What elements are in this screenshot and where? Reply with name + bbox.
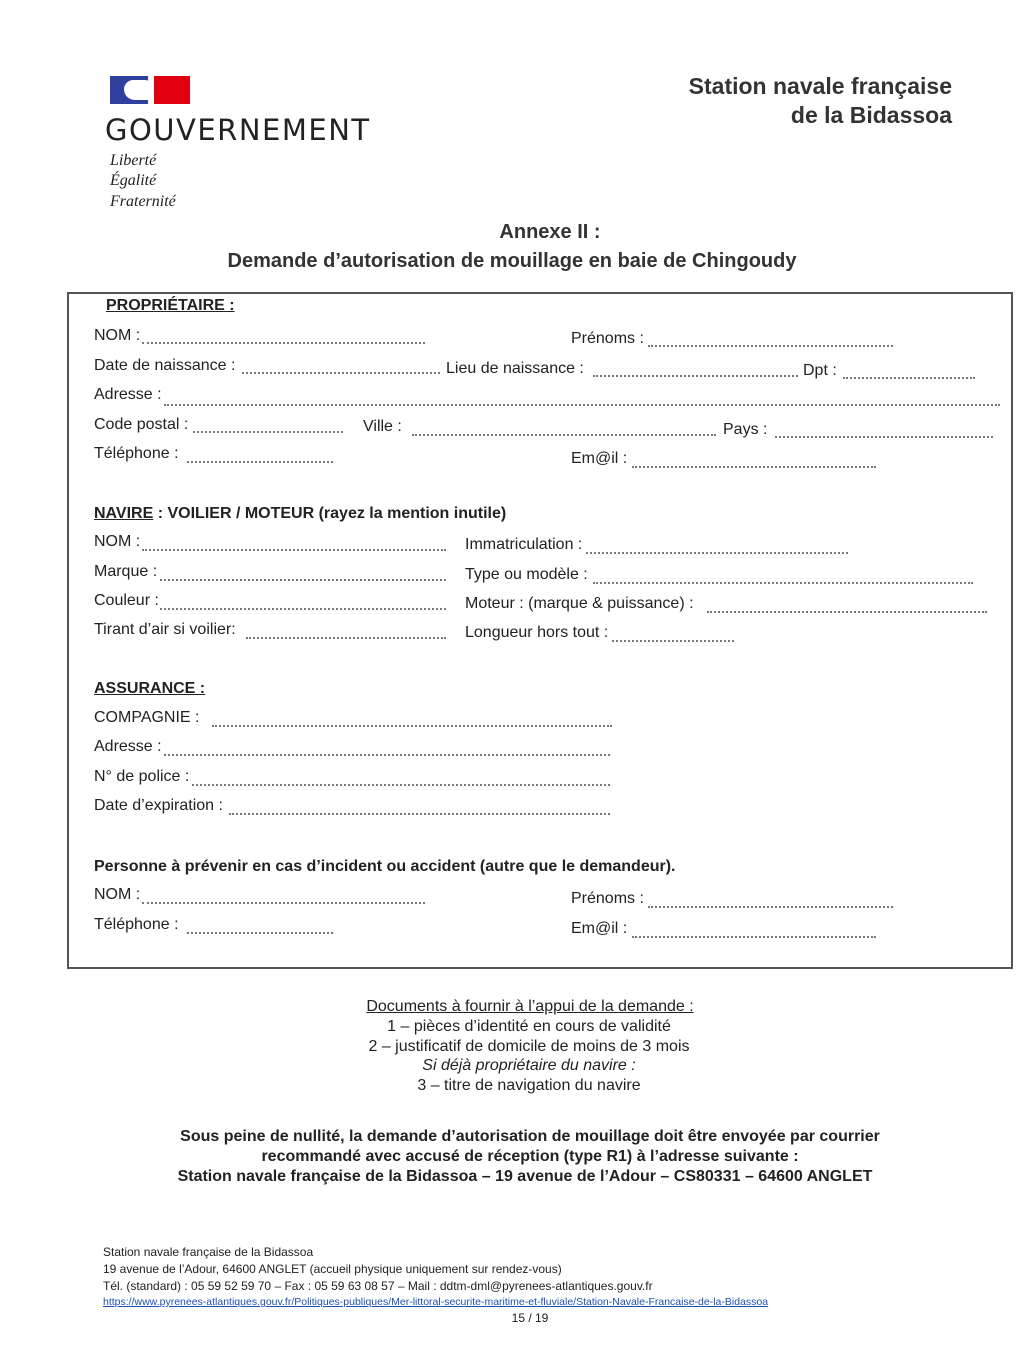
owner-country-label: Pays : bbox=[723, 421, 768, 438]
contact-heading: Personne à prévenir en cas d’incident ou accident (autre que le demandeur). bbox=[94, 858, 676, 875]
owner-prenoms-label: Prénoms : bbox=[571, 330, 644, 347]
owner-city-field[interactable] bbox=[412, 434, 716, 436]
insurance-policy-label: N° de police : bbox=[94, 768, 190, 785]
footer-address: 19 avenue de l’Adour, 64600 ANGLET (accueil physique uniquement sur rendez-vous) bbox=[103, 1262, 562, 1276]
motto-fraternite: Fraternité bbox=[110, 193, 176, 210]
ship-name-field[interactable] bbox=[142, 549, 446, 551]
insurance-expiry-label: Date d’expiration : bbox=[94, 797, 223, 814]
logo-wordmark: GOUVERNEMENT bbox=[105, 113, 371, 147]
owner-phone-label: Téléphone : bbox=[94, 445, 179, 462]
owner-email-field[interactable] bbox=[632, 466, 876, 468]
notice-line-2: recommandé avec accusé de réception (type R1) à l’adresse suivante : bbox=[261, 1148, 799, 1165]
contact-phone-label: Téléphone : bbox=[94, 916, 179, 933]
contact-email-label: Em@il : bbox=[571, 920, 628, 937]
notice-line-3: Station navale française de la Bidassoa – 19 avenue de l’Adour – CS80331 – 64600 ANGLET bbox=[177, 1168, 873, 1185]
ship-color-field[interactable] bbox=[160, 608, 446, 610]
marianne-logo bbox=[110, 76, 190, 104]
insurance-heading: ASSURANCE : bbox=[94, 680, 206, 697]
owner-city-label: Ville : bbox=[363, 418, 402, 435]
ship-heading-keyword: NAVIRE bbox=[94, 505, 154, 522]
document-item-2: 2 – justificatif de domicile de moins de 3 mois bbox=[368, 1038, 690, 1055]
annex-subtitle: Demande d’autorisation de mouillage en baie de Chingoudy bbox=[227, 250, 797, 272]
station-title-line1: Station navale française bbox=[688, 73, 952, 99]
owner-heading: PROPRIÉTAIRE : bbox=[106, 297, 235, 314]
contact-prenoms-field[interactable] bbox=[648, 906, 893, 908]
ship-engine-label: Moteur : (marque & puissance) : bbox=[465, 595, 694, 612]
insurance-address-field[interactable] bbox=[164, 754, 610, 756]
owner-nom-label: NOM : bbox=[94, 327, 141, 344]
documents-heading bbox=[18, 997, 1024, 1017]
ship-color-label: Couleur : bbox=[94, 592, 159, 609]
page-number: 15 / 19 bbox=[511, 1311, 549, 1325]
ship-heading bbox=[94, 505, 506, 523]
contact-nom-field[interactable] bbox=[142, 902, 425, 904]
ship-name-label: NOM : bbox=[94, 533, 141, 550]
insurance-company-field[interactable] bbox=[212, 725, 612, 727]
ship-model-label: Type ou modèle : bbox=[465, 566, 588, 583]
ship-length-field[interactable] bbox=[612, 640, 734, 642]
owner-prenoms-field[interactable] bbox=[648, 345, 893, 347]
ship-heading-text: : VOILIER / MOTEUR (rayez la mention inutile) bbox=[153, 505, 507, 522]
ship-registration-field[interactable] bbox=[586, 552, 848, 554]
documents-heading-text: Documents à fournir à l’appui de la demande : bbox=[366, 998, 694, 1015]
owner-country-field[interactable] bbox=[775, 436, 993, 438]
ship-length-label: Longueur hors tout : bbox=[465, 624, 609, 641]
ship-model-field[interactable] bbox=[593, 582, 973, 584]
footer-name: Station navale française de la Bidassoa bbox=[103, 1245, 314, 1259]
contact-email-field[interactable] bbox=[632, 936, 876, 938]
annex-title: Annexe II : bbox=[499, 221, 601, 243]
document-condition: Si déjà propriétaire du navire : bbox=[422, 1057, 636, 1074]
owner-postcode-label: Code postal : bbox=[94, 416, 189, 433]
ship-brand-label: Marque : bbox=[94, 563, 158, 580]
motto-liberte: Liberté bbox=[110, 152, 157, 169]
ship-engine-field[interactable] bbox=[707, 611, 987, 613]
owner-birthplace-label: Lieu de naissance : bbox=[446, 360, 584, 377]
contact-nom-label: NOM : bbox=[94, 886, 141, 903]
ship-air-draft-field[interactable] bbox=[246, 637, 446, 639]
owner-postcode-field[interactable] bbox=[193, 431, 343, 433]
contact-phone-field[interactable] bbox=[187, 932, 333, 934]
document-item-1: 1 – pièces d’identité en cours de validité bbox=[387, 1018, 671, 1035]
owner-birthdate-field[interactable] bbox=[242, 372, 440, 374]
footer-website-link[interactable]: https://www.pyrenees-atlantiques.gouv.fr/Politiques-publiques/Mer-littoral-securite-maritime-et-fluviale/Station-Navale-Francaise-de-la-Bidassoa bbox=[103, 1296, 769, 1308]
owner-phone-field[interactable] bbox=[187, 461, 333, 463]
station-title-line2: de la Bidassoa bbox=[790, 102, 952, 128]
owner-nom-field[interactable] bbox=[142, 342, 425, 344]
insurance-company-label: COMPAGNIE : bbox=[94, 709, 200, 726]
document-item-3: 3 – titre de navigation du navire bbox=[417, 1077, 641, 1094]
insurance-expiry-field[interactable] bbox=[229, 813, 610, 815]
contact-prenoms-label: Prénoms : bbox=[571, 890, 644, 907]
owner-dpt-label: Dpt : bbox=[803, 362, 837, 379]
insurance-address-label: Adresse : bbox=[94, 738, 162, 755]
owner-dpt-field[interactable] bbox=[843, 377, 975, 379]
insurance-policy-field[interactable] bbox=[192, 784, 610, 786]
motto-egalite: Égalité bbox=[110, 172, 157, 189]
ship-air-draft-label: Tirant d’air si voilier: bbox=[94, 621, 236, 638]
ship-registration-label: Immatriculation : bbox=[465, 536, 583, 553]
owner-address-field[interactable] bbox=[164, 404, 1000, 406]
station-title bbox=[689, 72, 952, 130]
owner-address-label: Adresse : bbox=[94, 386, 162, 403]
owner-birthdate-label: Date de naissance : bbox=[94, 357, 236, 374]
owner-birthplace-field[interactable] bbox=[593, 375, 798, 377]
notice-line-1: Sous peine de nullité, la demande d’autorisation de mouillage doit être envoyée par courrier bbox=[180, 1128, 880, 1145]
owner-email-label: Em@il : bbox=[571, 450, 628, 467]
footer-contact: Tél. (standard) : 05 59 52 59 70 – Fax : 05 59 63 08 57 – Mail : ddtm-dml@pyrenees-atlantiques.gouv.fr bbox=[103, 1279, 653, 1293]
ship-brand-field[interactable] bbox=[160, 579, 446, 581]
